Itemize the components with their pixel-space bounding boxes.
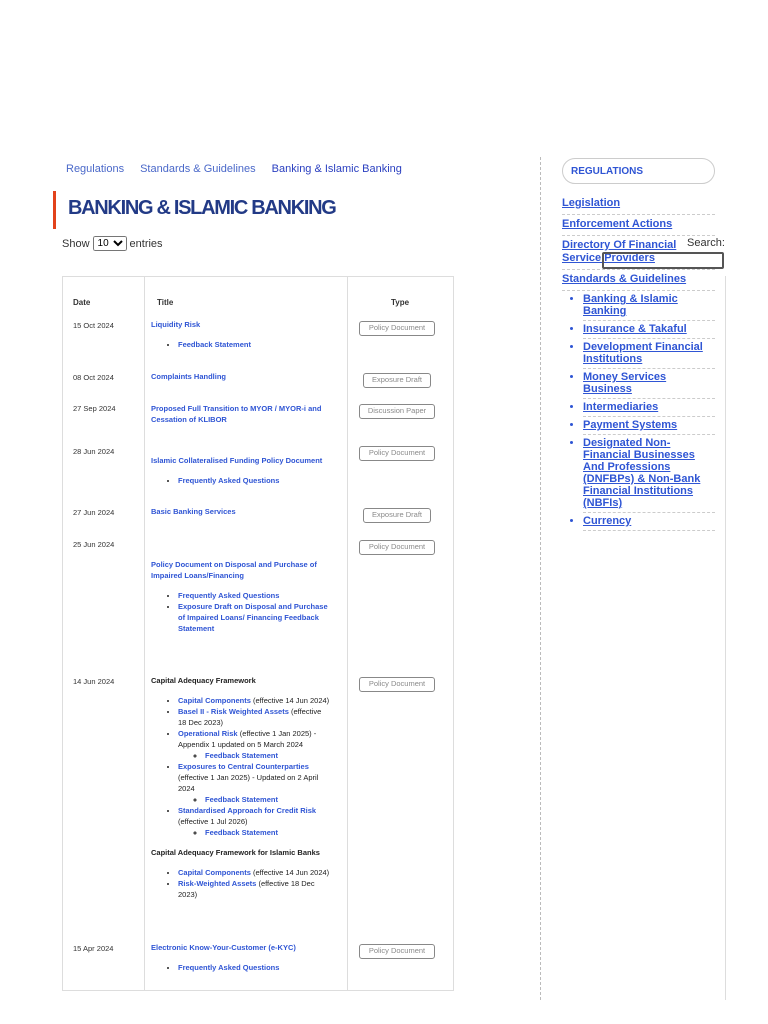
row-date: 28 Jun 2024 <box>73 447 115 456</box>
item-note: (effective 1 Jan 2025) - Appendix 1 updated on 5 March 2024 <box>178 729 317 749</box>
sidebar-subitem-dnfbps[interactable] <box>583 435 715 513</box>
breadcrumb-banking-islamic-banking[interactable]: Banking & Islamic Banking <box>271 163 402 175</box>
breadcrumb <box>66 163 402 175</box>
breadcrumb-standards-guidelines[interactable]: Standards & Guidelines <box>140 163 256 175</box>
faq-link[interactable]: Frequently Asked Questions <box>178 591 280 600</box>
regulations-sidebar <box>562 158 715 527</box>
table-row <box>151 403 331 425</box>
central-counterparties-link[interactable]: Exposures to Central Counterparties <box>178 762 309 771</box>
sidebar-subitem-label: Designated Non-Financial Businesses And Professions (DNFBPs) & Non-Bank Financial Institutions (NBFIs) <box>583 437 701 509</box>
row-title-link[interactable]: Electronic Know-Your-Customer (e-KYC) <box>151 943 296 952</box>
sidebar-link-directory[interactable]: Directory Of Financial Service Providers <box>562 236 715 270</box>
exposure-draft-feedback-link[interactable]: Exposure Draft on Disposal and Purchase of Impaired Loans/ Financing Feedback Statement <box>178 602 328 633</box>
sidebar-subitem-label: Payment Systems <box>583 419 678 431</box>
column-divider <box>144 277 145 990</box>
basel-ii-rwa-link[interactable]: Basel II - Risk Weighted Assets <box>178 707 289 716</box>
item-note: (effective 18 Dec 2023) <box>178 707 322 727</box>
item-note: (effective 14 Jun 2024) <box>250 868 330 877</box>
type-badge: Policy Document <box>359 321 435 336</box>
type-badge: Policy Document <box>359 677 435 692</box>
row-title-link[interactable]: Proposed Full Transition to MYOR / MYOR-i and Cessation of KLIBOR <box>151 404 322 424</box>
sidebar-subitem-currency[interactable] <box>583 513 715 531</box>
feedback-statement-link[interactable]: Feedback Statement <box>205 751 278 760</box>
operational-risk-link[interactable]: Operational Risk <box>178 729 238 738</box>
sidebar-subitem-insurance[interactable] <box>583 321 715 339</box>
row-title-link[interactable]: Liquidity Risk <box>151 320 201 329</box>
table-row <box>151 559 331 634</box>
standardised-approach-link[interactable]: Standardised Approach for Credit Risk <box>178 806 317 815</box>
sidebar-subitem-development[interactable] <box>583 339 715 369</box>
table-row <box>151 506 331 517</box>
islamic-rwa-link[interactable]: Risk-Weighted Assets <box>178 879 257 888</box>
type-badge: Exposure Draft <box>363 508 431 523</box>
item-note: (effective 14 Jun 2024) <box>250 696 330 705</box>
row-date: 14 Jun 2024 <box>73 677 115 686</box>
row-title-link[interactable]: Policy Document on Disposal and Purchase of Impaired Loans/Financing <box>151 560 317 580</box>
row-title-link[interactable]: Basic Banking Services <box>151 507 236 516</box>
faq-link[interactable]: Frequently Asked Questions <box>178 963 280 972</box>
table-row <box>151 675 331 900</box>
sidebar-subitem-money-services[interactable] <box>583 369 715 399</box>
section-heading: Capital Adequacy Framework <box>151 676 256 685</box>
feedback-statement-link[interactable]: Feedback Statement <box>178 340 251 349</box>
search-input[interactable] <box>602 252 724 269</box>
sidebar-subitem-label: Money Services Business <box>583 371 667 395</box>
title-accent-bar <box>53 191 56 229</box>
sidebar-link-legislation[interactable]: Legislation <box>562 194 715 215</box>
sidebar-divider <box>540 157 541 1000</box>
column-header-date[interactable]: Date <box>73 298 91 307</box>
feedback-statement-link[interactable]: Feedback Statement <box>205 795 278 804</box>
sidebar-link-standards-guidelines[interactable]: Standards & Guidelines <box>562 270 715 291</box>
regulations-table <box>62 276 454 991</box>
table-row <box>151 319 331 350</box>
breadcrumb-regulations[interactable]: Regulations <box>66 163 125 175</box>
page-size-select[interactable] <box>93 236 127 251</box>
sidebar-subitem-intermediaries[interactable] <box>583 399 715 417</box>
sidebar-subitem-label: Development Financial Institutions <box>583 341 703 365</box>
row-date: 08 Oct 2024 <box>73 373 114 382</box>
row-date: 15 Oct 2024 <box>73 321 114 330</box>
row-date: 15 Apr 2024 <box>73 944 114 953</box>
item-note: (effective 1 Jan 2025) - Updated on 2 April 2024 <box>178 773 319 793</box>
type-badge: Policy Document <box>359 944 435 959</box>
type-badge: Exposure Draft <box>363 373 431 388</box>
feedback-statement-link[interactable]: Feedback Statement <box>205 828 278 837</box>
type-badge: Policy Document <box>359 446 435 461</box>
row-title-link[interactable]: Complaints Handling <box>151 372 226 381</box>
row-date: 27 Sep 2024 <box>73 404 116 413</box>
sidebar-heading: REGULATIONS <box>562 158 715 184</box>
item-note: (effective 1 Jul 2026) <box>178 817 248 826</box>
column-divider <box>347 277 348 990</box>
column-header-type[interactable]: Type <box>391 298 410 307</box>
capital-components-link[interactable]: Capital Components <box>178 696 251 705</box>
table-row <box>151 942 331 973</box>
item-note: (effective 18 Dec 2023) <box>178 879 315 899</box>
page-title: BANKING & ISLAMIC BANKING <box>68 197 336 219</box>
sidebar-subitem-label: Intermediaries <box>583 401 659 413</box>
row-date: 25 Jun 2024 <box>73 540 115 549</box>
sidebar-subitem-payment-systems[interactable] <box>583 417 715 435</box>
faq-link[interactable]: Frequently Asked Questions <box>178 476 280 485</box>
sidebar-subitem-banking[interactable] <box>583 291 715 321</box>
sidebar-subitem-label: Banking & Islamic Banking <box>583 293 678 317</box>
sidebar-subitem-label: Insurance & Takaful <box>583 323 687 335</box>
entries-label: entries <box>129 237 163 250</box>
type-badge: Policy Document <box>359 540 435 555</box>
search-label: Search: <box>687 237 725 249</box>
islamic-capital-components-link[interactable]: Capital Components <box>178 868 251 877</box>
section-heading: Capital Adequacy Framework for Islamic Banks <box>151 848 320 857</box>
row-date: 27 Jun 2024 <box>73 508 115 517</box>
sidebar-subitem-label: Currency <box>583 515 632 527</box>
table-row <box>151 371 331 382</box>
page-size-control <box>62 236 163 251</box>
table-row <box>151 455 331 486</box>
sidebar-link-enforcement-actions[interactable]: Enforcement Actions <box>562 215 715 236</box>
row-title-link[interactable]: Islamic Collateralised Funding Policy Document <box>151 456 323 465</box>
sidebar-submenu <box>562 291 715 527</box>
type-badge: Discussion Paper <box>359 404 435 419</box>
content-edge <box>725 276 726 1000</box>
column-header-title[interactable]: Title <box>157 298 174 307</box>
show-label: Show <box>62 237 90 250</box>
